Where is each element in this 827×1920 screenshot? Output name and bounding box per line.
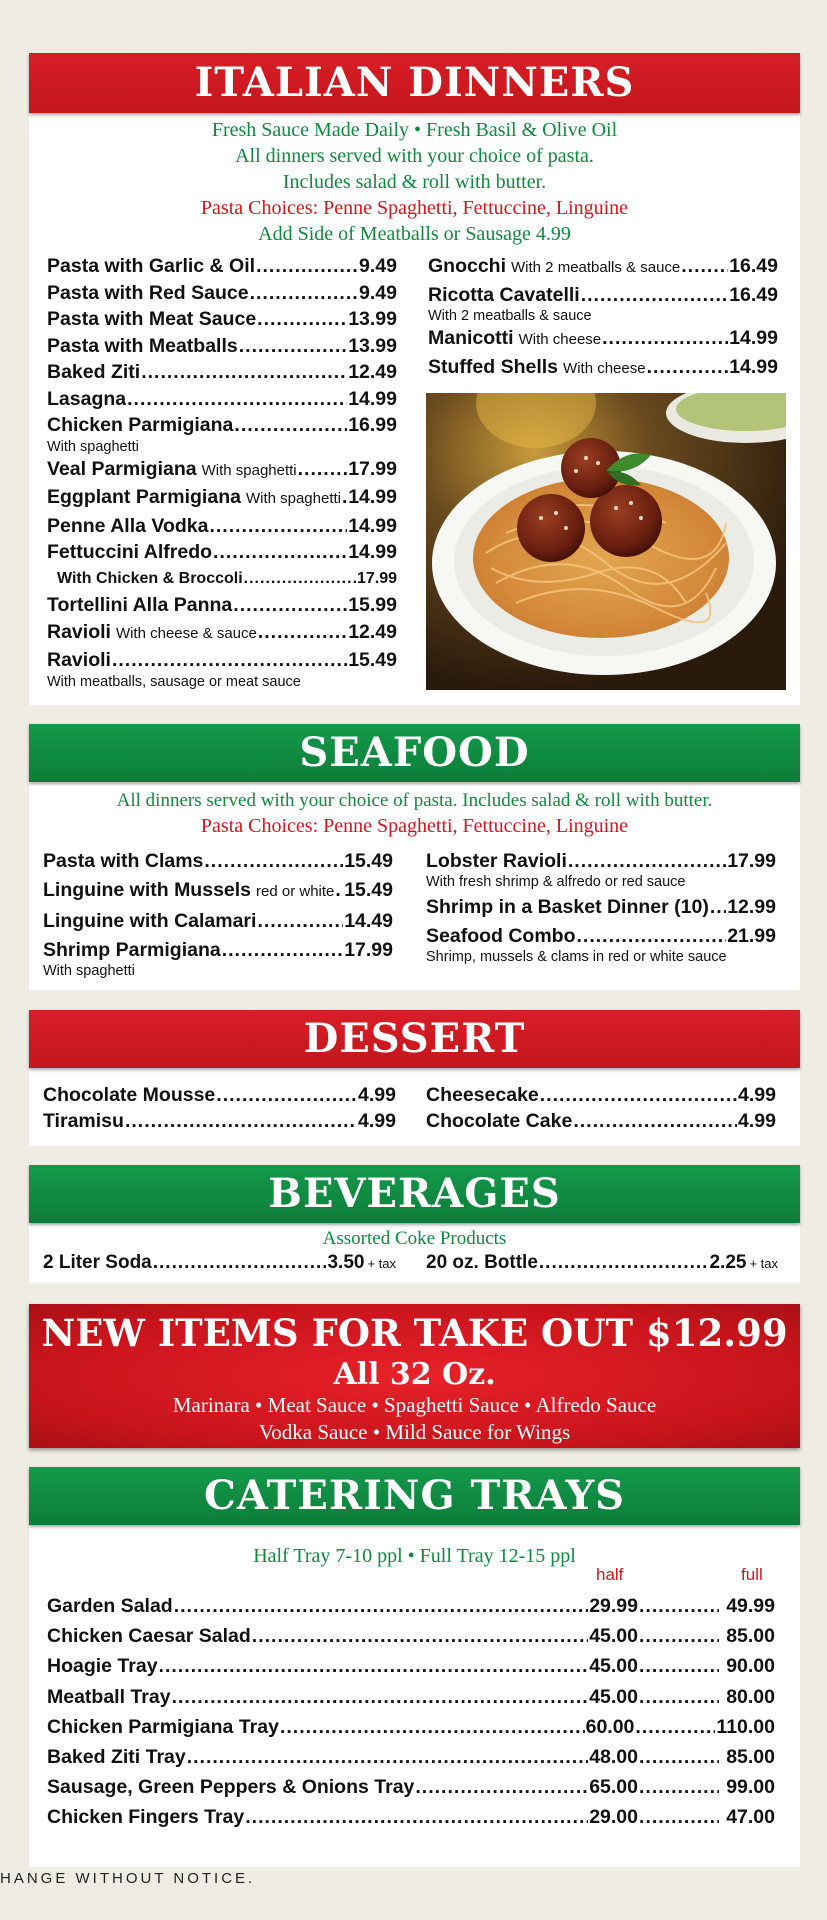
dessert-left-column <box>43 1082 396 1134</box>
item-name: Penne Alla Vodka <box>47 514 209 537</box>
catering-row <box>47 1621 775 1651</box>
beverages-right-column <box>426 1250 778 1276</box>
menu-item <box>426 1082 776 1108</box>
catering-full-price: 110.00 <box>716 1715 775 1738</box>
leader-dots <box>216 1082 357 1108</box>
menu-item <box>428 354 778 383</box>
item-name: Manicotti <box>428 327 514 349</box>
leader-dots <box>127 386 347 413</box>
takeout-line2: Vodka Sauce • Mild Sauce for Wings <box>258 1420 571 1444</box>
catering-full-label: full <box>741 1565 763 1584</box>
catering-half-price: 29.00 <box>589 1806 638 1829</box>
catering-half-price: 45.00 <box>589 1685 638 1708</box>
menu-item <box>426 894 776 920</box>
catering-half-price: 48.00 <box>589 1746 638 1769</box>
leader-dots <box>681 253 728 280</box>
catering-row <box>47 1742 775 1772</box>
menu-item <box>428 282 778 326</box>
item-price: 15.49 <box>344 850 393 872</box>
catering-title: CATERING TRAYS <box>203 1472 626 1519</box>
catering-row <box>47 1682 775 1712</box>
catering-full-price: 90.00 <box>726 1655 775 1678</box>
leader-dots <box>415 1772 588 1802</box>
catering-item-name: Chicken Fingers Tray <box>47 1806 245 1829</box>
leader-dots <box>335 877 343 903</box>
item-name: Pasta with Red Sauce <box>47 281 249 304</box>
takeout-panel <box>29 1304 800 1448</box>
leader-dots <box>239 333 347 360</box>
item-price: 21.99 <box>727 925 776 947</box>
italian-right-column <box>428 253 778 382</box>
catering-half-label: half <box>596 1565 624 1584</box>
menu-item <box>47 484 397 513</box>
item-price: 17.99 <box>344 939 393 961</box>
leader-dots <box>213 539 347 566</box>
menu-item <box>428 253 778 282</box>
leader-dots <box>298 456 348 483</box>
seafood-left-column <box>43 848 393 983</box>
leader-dots <box>257 306 347 333</box>
italian-sub3: Includes salad & roll with butter. <box>282 171 547 193</box>
item-note: red or white <box>256 883 335 900</box>
italian-sub2: All dinners served with your choice of pasta. <box>235 145 594 167</box>
catering-full-price: 49.99 <box>726 1595 775 1617</box>
item-name: Chocolate Cake <box>426 1110 573 1132</box>
item-name: Linguine with Calamari <box>43 910 257 932</box>
item-price: 2.25 <box>709 1252 747 1273</box>
item-name: Tortellini Alla Panna <box>47 594 233 616</box>
catering-item-name: Hoagie Tray <box>47 1655 158 1678</box>
item-price: 9.49 <box>359 255 397 277</box>
item-price: 9.49 <box>359 281 397 304</box>
leader-dots <box>233 592 347 619</box>
item-name: Shrimp in a Basket Dinner (10) <box>426 896 709 918</box>
menu-item <box>426 1250 778 1276</box>
plate-illustration <box>426 393 786 690</box>
leader-dots <box>244 566 356 593</box>
leader-dots <box>257 908 343 934</box>
item-name: Pasta with Meat Sauce <box>47 308 257 330</box>
catering-half-price: 65.00 <box>589 1776 638 1799</box>
item-name: Shrimp Parmigiana <box>43 939 221 961</box>
item-name: Fettuccini Alfredo <box>47 541 213 563</box>
item-price: 17.99 <box>356 569 397 587</box>
leader-dots <box>710 894 726 920</box>
catering-half-price: 45.00 <box>589 1625 638 1648</box>
item-price: 15.99 <box>348 594 397 616</box>
leader-dots <box>602 325 728 352</box>
leader-dots <box>639 1621 719 1651</box>
leader-dots <box>256 253 358 280</box>
leader-dots <box>159 1651 589 1681</box>
item-price: 16.49 <box>729 255 778 277</box>
catering-full-price: 85.00 <box>726 1625 775 1648</box>
seafood-right-column <box>426 848 776 969</box>
takeout-size: All 32 Oz. <box>333 1357 496 1392</box>
item-name: 2 Liter Soda <box>43 1252 152 1273</box>
italian-pasta-choices: Pasta Choices: Penne Spaghetti, Fettuccine, Linguine <box>200 197 629 219</box>
catering-half-price: 45.00 <box>589 1655 638 1678</box>
item-subnote: With meatballs, sausage or meat sauce <box>47 673 301 690</box>
item-price: 17.99 <box>348 457 397 480</box>
leader-dots <box>172 1682 589 1712</box>
leader-dots <box>639 1802 719 1832</box>
menu-item <box>43 1250 396 1276</box>
item-name: 20 oz. Bottle <box>426 1252 538 1273</box>
seafood-title: SEAFOOD <box>299 729 530 776</box>
catering-row <box>47 1712 775 1742</box>
leader-dots <box>539 1250 709 1275</box>
leader-dots <box>250 280 358 307</box>
menu-item <box>47 359 397 386</box>
item-price: 4.99 <box>738 1110 776 1132</box>
item-price: 14.99 <box>729 355 778 378</box>
item-price: 4.99 <box>738 1084 776 1106</box>
leader-dots <box>222 937 343 963</box>
leader-dots <box>540 1082 737 1108</box>
spaghetti-meatballs-photo <box>426 393 786 690</box>
item-name: Eggplant Parmigiana <box>47 486 241 508</box>
beverages-title: BEVERAGES <box>268 1170 561 1217</box>
dessert-right-column <box>426 1082 776 1134</box>
catering-full-price: 80.00 <box>726 1685 775 1708</box>
menu-item <box>47 306 397 333</box>
catering-full-price: 85.00 <box>726 1746 775 1769</box>
catering-item-name: Chicken Caesar Salad <box>47 1625 251 1648</box>
menu-item <box>47 592 397 619</box>
leader-dots <box>174 1591 588 1621</box>
item-price: 14.99 <box>348 387 397 410</box>
italian-dinners-title: ITALIAN DINNERS <box>194 59 635 106</box>
italian-dinners-banner <box>29 53 800 113</box>
item-price: 3.50 <box>327 1252 365 1273</box>
catering-row <box>47 1591 775 1621</box>
item-price: 17.99 <box>727 850 776 872</box>
menu-item <box>43 1082 396 1108</box>
item-price: 13.99 <box>348 308 397 330</box>
tax-note: + tax <box>367 1256 396 1271</box>
item-name: Pasta with Clams <box>43 850 204 872</box>
item-name: Lobster Ravioli <box>426 850 567 872</box>
leader-dots <box>258 619 347 646</box>
leader-dots <box>573 1108 737 1134</box>
item-subnote: With 2 meatballs & sauce <box>428 308 592 324</box>
item-note: With spaghetti <box>245 490 341 507</box>
item-price: 14.99 <box>348 541 397 563</box>
menu-item <box>47 647 397 691</box>
catering-item-name: Meatball Tray <box>47 1685 171 1708</box>
item-subnote: With fresh shrimp & alfredo or red sauce <box>426 874 686 890</box>
dessert-banner <box>29 1010 800 1068</box>
item-price: 16.99 <box>348 414 397 436</box>
footer-note: HANGE WITHOUT NOTICE. <box>0 1870 256 1887</box>
leader-dots <box>581 282 728 309</box>
leader-dots <box>639 1651 719 1681</box>
item-name: Stuffed Shells <box>428 355 559 378</box>
beverages-banner <box>29 1165 800 1223</box>
item-note: With cheese <box>563 359 646 377</box>
catering-item-name: Garden Salad <box>47 1595 173 1617</box>
leader-dots <box>577 923 727 949</box>
menu-item <box>47 280 397 307</box>
italian-left-column <box>47 253 397 691</box>
menu-item <box>47 619 397 648</box>
catering-item-name: Chicken Parmigiana Tray <box>47 1715 279 1738</box>
item-price: 15.49 <box>344 879 393 901</box>
leader-dots <box>112 647 347 674</box>
menu-item <box>47 456 397 485</box>
menu-item <box>47 412 397 456</box>
item-price: 4.99 <box>358 1084 396 1106</box>
leader-dots <box>639 1591 719 1621</box>
leader-dots <box>125 1108 357 1134</box>
item-price: 16.49 <box>729 283 778 306</box>
item-name: Cheesecake <box>426 1084 539 1106</box>
catering-item-name: Sausage, Green Peppers & Onions Tray <box>47 1776 415 1799</box>
menu-item <box>428 325 778 354</box>
seafood-pasta-choices: Pasta Choices: Penne Spaghetti, Fettuccine, Linguine <box>200 815 629 837</box>
leader-dots <box>639 1682 719 1712</box>
menu-item <box>47 386 397 413</box>
leader-dots <box>204 848 343 874</box>
leader-dots <box>252 1621 588 1651</box>
item-note: With cheese & sauce <box>115 624 257 642</box>
menu-item <box>47 513 397 540</box>
menu-item <box>43 908 393 934</box>
item-name: Gnocchi <box>428 255 507 277</box>
menu-item <box>426 923 776 966</box>
leader-dots <box>141 359 347 386</box>
beverages-sub1: Assorted Coke Products <box>322 1228 507 1249</box>
seafood-sub1: All dinners served with your choice of pasta. Includes salad & roll with butter. <box>116 790 713 811</box>
item-name: With Chicken & Broccoli <box>57 569 243 587</box>
item-name: Chicken Parmigiana <box>47 414 234 436</box>
catering-item-name: Baked Ziti Tray <box>47 1746 186 1769</box>
menu-item <box>47 333 397 360</box>
item-price: 14.99 <box>348 486 397 508</box>
leader-dots <box>209 513 347 540</box>
item-name: Ravioli <box>47 649 111 671</box>
item-note: With cheese <box>518 331 602 348</box>
item-note: With 2 meatballs & sauce <box>511 259 681 276</box>
italian-add-side: Add Side of Meatballs or Sausage 4.99 <box>258 223 571 245</box>
catering-full-price: 47.00 <box>726 1806 775 1829</box>
item-name: Pasta with Garlic & Oil <box>47 255 256 277</box>
italian-sub1: Fresh Sauce Made Daily • Fresh Basil & Olive Oil <box>211 119 618 141</box>
item-price: 12.49 <box>348 361 397 383</box>
tax-note: + tax <box>749 1256 778 1271</box>
leader-dots <box>280 1712 585 1742</box>
leader-dots <box>342 484 347 511</box>
catering-full-price: 99.00 <box>726 1776 775 1799</box>
item-name: Linguine with Mussels <box>43 879 252 901</box>
item-price: 15.49 <box>348 649 397 671</box>
menu-item <box>43 877 393 905</box>
item-price: 4.99 <box>358 1110 396 1132</box>
item-price: 12.99 <box>727 896 776 918</box>
catering-row <box>47 1772 775 1802</box>
menu-item <box>47 539 397 566</box>
catering-list <box>47 1591 775 1833</box>
catering-row <box>47 1651 775 1681</box>
item-name: Ricotta Cavatelli <box>428 283 580 306</box>
catering-sub1: Half Tray 7-10 ppl • Full Tray 12-15 ppl <box>253 1545 576 1567</box>
leader-dots <box>639 1742 719 1772</box>
item-price: 14.99 <box>348 514 397 537</box>
catering-half-price: 60.00 <box>585 1715 635 1738</box>
item-name: Seafood Combo <box>426 925 576 947</box>
item-price: 14.99 <box>729 327 778 349</box>
item-name: Tiramisu <box>43 1110 124 1132</box>
item-name: Veal Parmigiana <box>47 457 197 480</box>
menu-item <box>47 253 397 280</box>
leader-dots <box>568 848 726 874</box>
item-name: Chocolate Mousse <box>43 1084 216 1106</box>
item-name: Lasagna <box>47 387 127 410</box>
catering-row <box>47 1802 775 1832</box>
item-price: 14.49 <box>344 910 393 932</box>
catering-banner <box>29 1467 800 1525</box>
beverages-left-column <box>43 1250 396 1276</box>
menu-item <box>426 1108 776 1134</box>
menu-item <box>426 848 776 891</box>
leader-dots <box>635 1712 715 1742</box>
menu-item <box>43 937 393 980</box>
seafood-banner <box>29 724 800 782</box>
dessert-title: DESSERT <box>303 1015 526 1062</box>
item-subnote: With spaghetti <box>43 963 135 979</box>
item-name: Ravioli <box>47 620 111 643</box>
leader-dots <box>153 1250 327 1275</box>
takeout-line1: Marinara • Meat Sauce • Spaghetti Sauce • Alfredo Sauce <box>172 1393 657 1417</box>
catering-half-price: 29.99 <box>589 1595 638 1617</box>
item-subnote: Shrimp, mussels & clams in red or white sauce <box>426 949 727 965</box>
item-name: Baked Ziti <box>47 361 141 383</box>
menu-item <box>43 1108 396 1134</box>
leader-dots <box>647 354 729 381</box>
item-subnote: With spaghetti <box>47 438 139 455</box>
leader-dots <box>234 412 347 439</box>
menu-item <box>43 848 393 874</box>
item-price: 12.49 <box>348 620 397 643</box>
item-name: Pasta with Meatballs <box>47 334 238 357</box>
leader-dots <box>639 1772 719 1802</box>
item-price: 13.99 <box>348 334 397 357</box>
leader-dots <box>187 1742 588 1772</box>
menu-item <box>47 566 397 593</box>
leader-dots <box>245 1802 588 1832</box>
item-note: With spaghetti <box>201 461 297 479</box>
takeout-title: NEW ITEMS FOR TAKE OUT $12.99 <box>41 1311 788 1355</box>
